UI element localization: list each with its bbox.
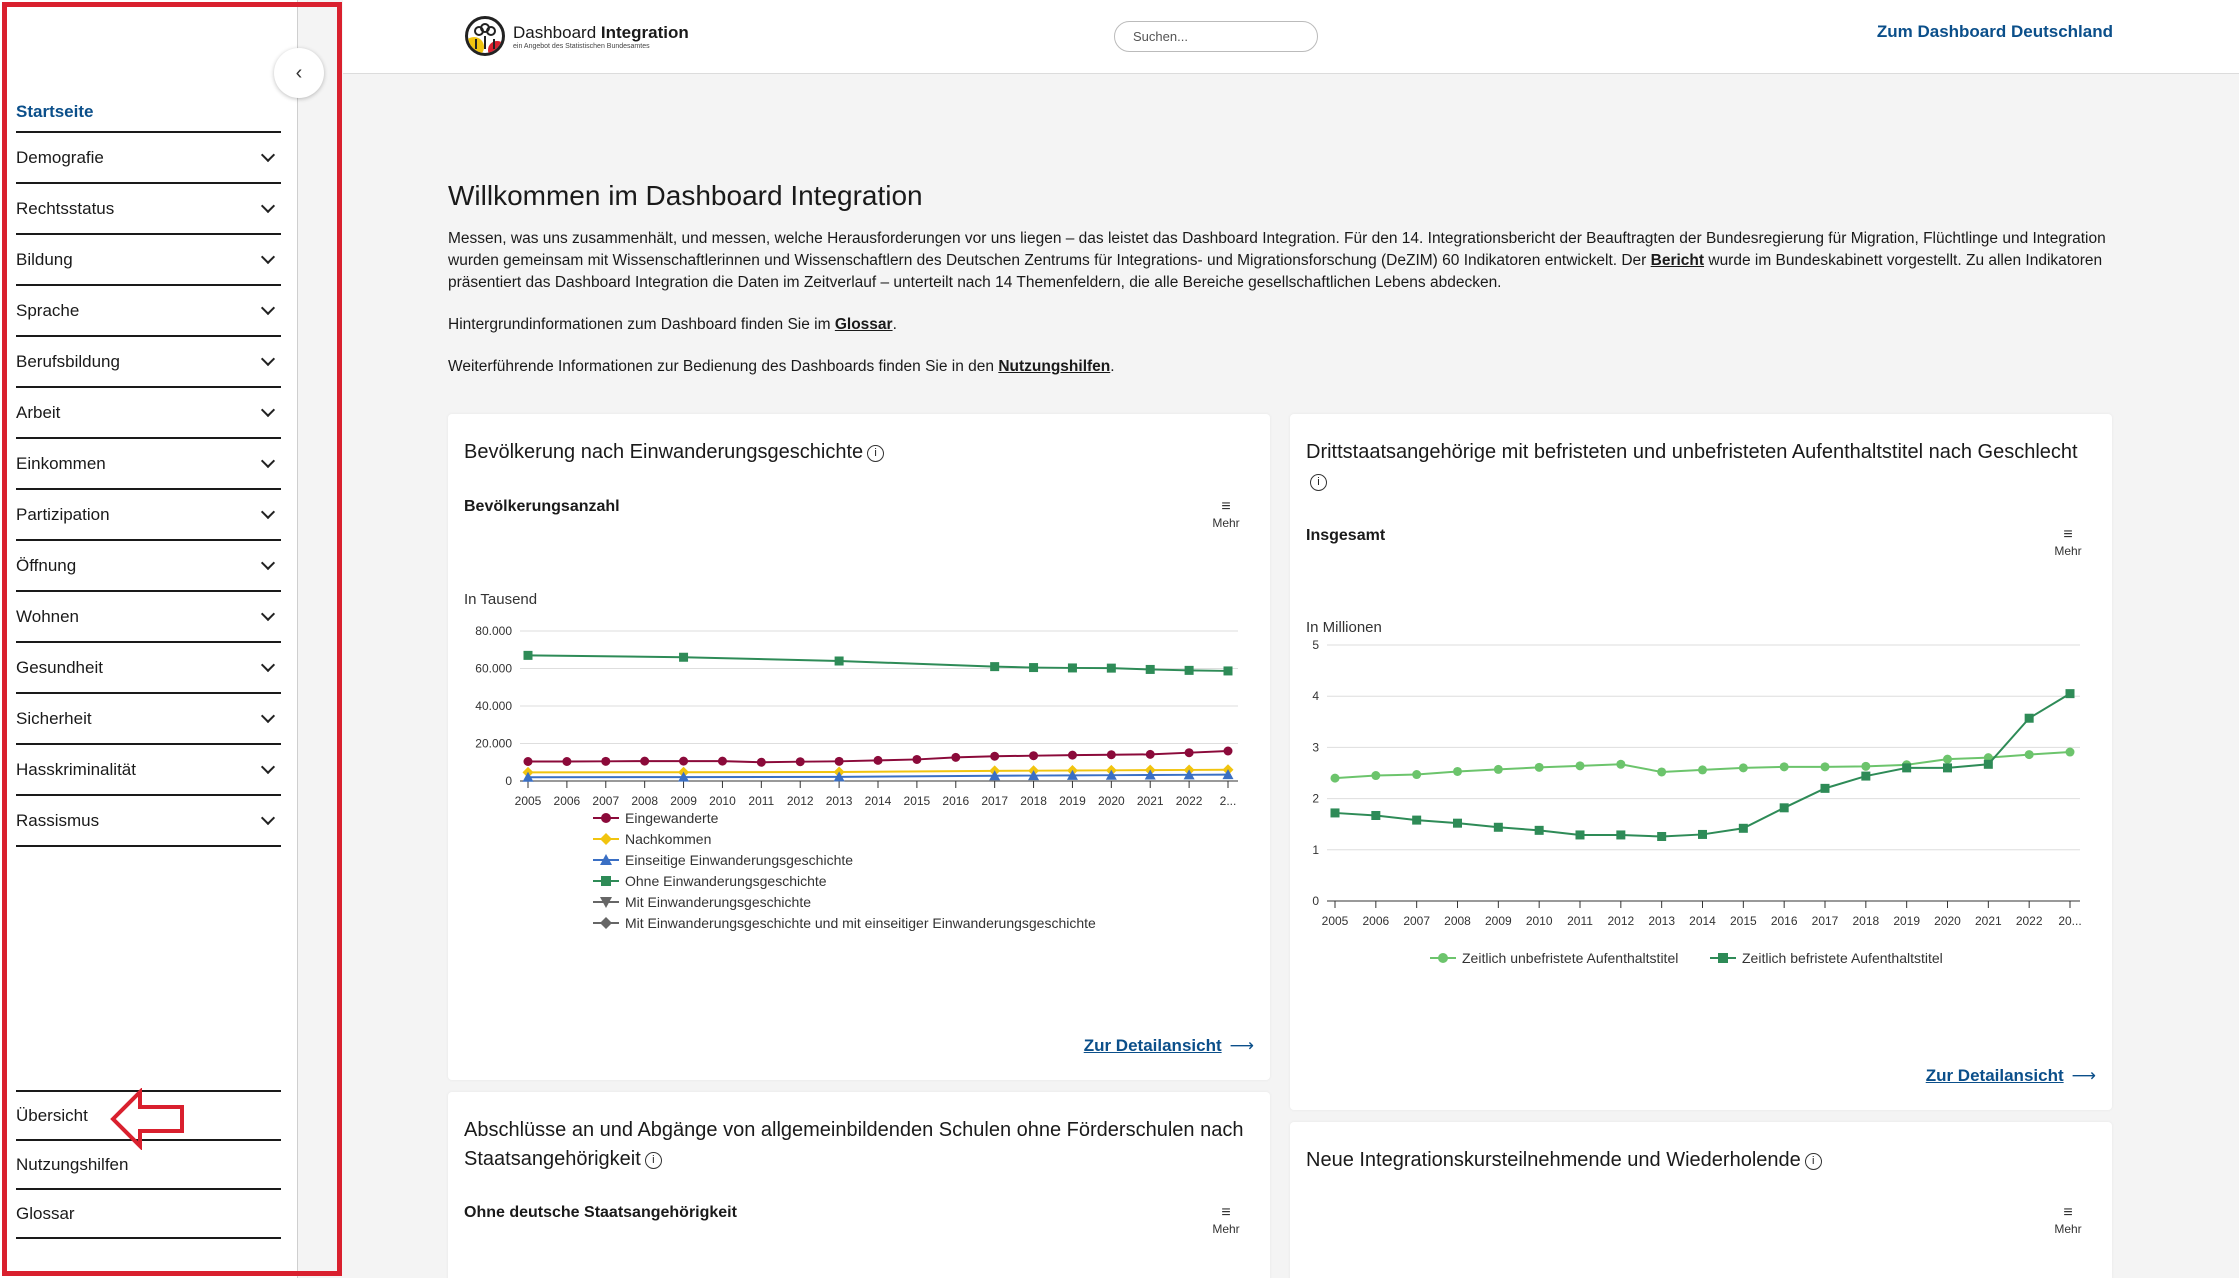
data-point <box>1576 761 1585 770</box>
sidebar-item-label: Partizipation <box>16 504 110 524</box>
data-point <box>757 758 766 767</box>
data-point <box>1698 765 1707 774</box>
logo[interactable] <box>465 16 689 56</box>
data-point <box>1224 747 1233 756</box>
sidebar-item-label: Sicherheit <box>16 708 92 728</box>
x-tick-label: 2011 <box>748 794 775 808</box>
card-title: Abschlüsse an und Abgänge von allgemeinbildenden Schulen ohne Förderschulen nach Staatsangehörigkeit i <box>464 1119 1244 1170</box>
search-input[interactable]: Suchen... <box>1114 21 1318 52</box>
info-icon[interactable]: i <box>1805 1153 1822 1170</box>
dashboard-deutschland-link[interactable]: Zum Dashboard Deutschland <box>1876 22 2113 41</box>
population-line-chart <box>448 574 1270 1114</box>
sidebar-item-11[interactable] <box>16 694 281 745</box>
data-point <box>1185 666 1194 675</box>
data-point <box>1029 663 1038 672</box>
sidebar-items <box>16 133 281 847</box>
hamburger-icon: ≡ <box>1221 1204 1231 1221</box>
x-tick-label: 2021 <box>1136 794 1164 808</box>
sidebar-item-12[interactable] <box>16 745 281 796</box>
x-tick-label: 2012 <box>1607 914 1635 928</box>
data-point <box>1412 770 1421 779</box>
data-point <box>1453 819 1462 828</box>
sidebar-item-label: Rassismus <box>16 810 100 830</box>
x-tick-label: 2014 <box>1689 914 1716 928</box>
legend-marker <box>601 876 611 886</box>
x-tick-label: 2013 <box>1648 914 1676 928</box>
x-tick-label: 2015 <box>903 794 931 808</box>
legend-label: Eingewanderte <box>625 810 719 826</box>
card-subtitle: Bevölkerungsanzahl <box>464 498 620 515</box>
sidebar-item-6[interactable] <box>16 439 281 490</box>
logo-icon <box>465 16 505 56</box>
legend-marker <box>1438 953 1448 963</box>
x-tick-label: 2009 <box>1484 914 1512 928</box>
data-point <box>1616 760 1625 769</box>
chevron-left-icon: ‹ <box>295 61 303 84</box>
data-point <box>1068 663 1077 672</box>
chevron-down-icon <box>261 709 275 723</box>
y-axis-label: In Tausend <box>464 591 538 608</box>
sidebar-nav <box>16 92 281 847</box>
data-point <box>2025 750 2034 759</box>
card-title: Bevölkerung nach Einwanderungsgeschichte i <box>464 438 884 467</box>
x-tick-label: 2007 <box>1403 914 1431 928</box>
data-point <box>1739 824 1748 833</box>
data-point <box>1494 765 1503 774</box>
info-icon[interactable]: i <box>1310 474 1327 491</box>
intro-text <box>448 228 2114 378</box>
sidebar-item-5[interactable] <box>16 388 281 439</box>
info-icon[interactable]: i <box>867 445 884 462</box>
card-subtitle: Ohne deutsche Staatsangehörigkeit <box>464 1204 737 1221</box>
x-tick-label: 2005 <box>1321 914 1349 928</box>
data-point <box>718 757 727 766</box>
data-point <box>1371 771 1380 780</box>
x-tick-label: 2010 <box>709 794 736 808</box>
data-point <box>2066 689 2075 698</box>
sidebar-item-label: Berufsbildung <box>16 351 120 371</box>
legend-marker <box>600 917 612 929</box>
nutzungshilfen-link[interactable]: Nutzungshilfen <box>998 358 1111 375</box>
glossar-link[interactable]: Glossar <box>834 316 893 333</box>
data-point <box>1412 816 1421 825</box>
bericht-link[interactable]: Bericht <box>1650 252 1705 269</box>
sidebar <box>0 0 298 1278</box>
chevron-down-icon <box>261 556 275 570</box>
x-tick-label: 2021 <box>1974 914 2002 928</box>
y-tick-label: 20.000 <box>475 736 512 751</box>
x-tick-label: 2012 <box>786 794 814 808</box>
data-point <box>1616 830 1625 839</box>
sidebar-item-label: Arbeit <box>16 402 61 422</box>
x-tick-label: 2008 <box>631 794 659 808</box>
data-point <box>874 756 883 765</box>
legend-label: Nachkommen <box>625 831 712 847</box>
y-tick-label: 4 <box>1312 689 1319 704</box>
series-line-1 <box>528 770 1228 773</box>
data-point <box>524 651 533 660</box>
x-tick-label: 2019 <box>1059 794 1086 808</box>
legend-marker <box>600 833 612 845</box>
sidebar-item-1[interactable] <box>16 184 281 235</box>
sidebar-item-8[interactable] <box>16 541 281 592</box>
y-tick-label: 0 <box>1312 894 1319 908</box>
data-point <box>1453 767 1462 776</box>
hamburger-icon: ≡ <box>1221 498 1231 515</box>
data-point <box>796 757 805 766</box>
logo-title: Dashboard Integration <box>513 22 689 42</box>
chevron-down-icon <box>261 454 275 468</box>
legend-marker <box>1718 953 1728 963</box>
x-tick-label: 2022 <box>1175 794 1203 808</box>
mehr-menu-button[interactable]: ≡ Mehr <box>2048 526 2088 558</box>
sidebar-item-2[interactable] <box>16 235 281 286</box>
x-tick-label: 2019 <box>1893 914 1921 928</box>
intro-paragraph-1: Messen, was uns zusammenhält, und messen, welche Herausforderungen vor uns liegen – das leistet das Dashboard Integration. Für den 14. Integrationsbericht der Beauftragten der Bundesregierung für Migration, Flüchtlinge und Integration wurden gemeinsam mit Wissenschaftlerinnen und Wissenschaftlern des Deutschen Zentrums für Integrations- und Migrationsforschung (DeZIM) 60 Indikatoren entwickelt. Der Bericht wurde im Bundeskabinett vorgestellt. Zu allen Indikatoren präsentiert das Dashboard Integration die Daten im Zeitverlauf – unterteilt nach 14 Themenfeldern, die alle Bereiche gesellschaftlichen Lebens abdecken. <box>448 230 2106 291</box>
x-tick-label: 2006 <box>553 794 581 808</box>
y-tick-label: 1 <box>1312 842 1319 857</box>
x-tick-label: 2020 <box>1934 914 1961 928</box>
sidebar-item-label: Rechtsstatus <box>16 198 115 218</box>
legend-label: Zeitlich befristete Aufenthaltstitel <box>1742 950 1943 966</box>
data-point <box>562 757 571 766</box>
sidebar-item-label: Öffnung <box>16 555 77 575</box>
data-point <box>990 662 999 671</box>
sidebar-item-startseite[interactable]: Startseite <box>16 92 281 133</box>
series-line-2 <box>528 775 1228 778</box>
legend-label: Einseitige Einwanderungsgeschichte <box>625 852 854 868</box>
card-schulabschluesse <box>448 1092 1270 1278</box>
mehr-menu-button[interactable]: ≡ Mehr <box>1206 498 1246 530</box>
collapse-sidebar-button[interactable] <box>274 48 324 98</box>
chevron-down-icon <box>261 199 275 213</box>
data-point <box>1331 808 1340 817</box>
chevron-down-icon <box>261 505 275 519</box>
series-line-1 <box>1335 694 2070 837</box>
data-point <box>1371 811 1380 820</box>
data-point <box>1861 762 1870 771</box>
data-point <box>1535 826 1544 835</box>
data-point <box>1739 763 1748 772</box>
y-tick-label: 3 <box>1312 740 1319 755</box>
sidebar-item-label: Sprache <box>16 300 80 320</box>
data-point <box>1029 751 1038 760</box>
y-tick-label: 2 <box>1312 791 1319 806</box>
legend-label: Zeitlich unbefristete Aufenthaltstitel <box>1462 950 1679 966</box>
detail-link[interactable]: Zur Detailansicht ⟶ <box>1925 1066 2096 1085</box>
data-point <box>1576 830 1585 839</box>
sidebar-item-label: Hasskriminalität <box>16 759 136 779</box>
x-tick-label: 20... <box>2058 914 2082 928</box>
y-tick-label: 5 <box>1312 638 1319 652</box>
data-point <box>951 753 960 762</box>
chevron-down-icon <box>261 760 275 774</box>
sidebar-item-13[interactable] <box>16 796 281 847</box>
detail-link[interactable]: Zur Detailansicht ⟶ <box>1083 1036 1254 1055</box>
main-content <box>448 180 2114 398</box>
data-point <box>1902 763 1911 772</box>
x-tick-label: 2016 <box>1770 914 1798 928</box>
sidebar-item-label: Bildung <box>16 249 73 269</box>
x-tick-label: 2007 <box>592 794 620 808</box>
x-tick-label: 2... <box>1219 794 1237 808</box>
x-tick-label: 2008 <box>1444 914 1471 928</box>
chevron-down-icon <box>261 403 275 417</box>
sidebar-item-label: Einkommen <box>16 453 106 473</box>
data-point <box>1943 763 1952 772</box>
sidebar-item-3[interactable] <box>16 286 281 337</box>
card-drittstaatsangehoerige <box>1290 414 2112 1110</box>
sidebar-item-label: Gesundheit <box>16 657 103 677</box>
x-tick-label: 2017 <box>1811 914 1839 928</box>
x-tick-label: 2009 <box>670 794 697 808</box>
data-point <box>1331 774 1340 783</box>
data-point <box>1535 763 1544 772</box>
data-point <box>1146 665 1155 674</box>
data-point <box>1984 760 1993 769</box>
logo-subtitle: ein Angebot des Statistischen Bundesamtes <box>513 42 650 50</box>
card-integrationskurse <box>1290 1122 2112 1278</box>
chevron-down-icon <box>261 811 275 825</box>
top-header <box>343 0 2239 74</box>
data-point <box>835 757 844 766</box>
chevron-down-icon <box>261 301 275 315</box>
x-tick-label: 2014 <box>864 794 892 808</box>
intro-paragraph-2: Hintergrundinformationen zum Dashboard finden Sie im Glossar. <box>448 316 897 333</box>
data-point <box>1185 748 1194 757</box>
aufenthaltstitel-line-chart <box>1290 604 2112 1004</box>
hamburger-icon: ≡ <box>2063 1204 2073 1221</box>
x-tick-label: 2010 <box>1525 914 1553 928</box>
chevron-down-icon <box>261 250 275 264</box>
data-point <box>1821 762 1830 771</box>
y-tick-label: 0 <box>505 774 512 788</box>
chevron-down-icon <box>261 658 275 672</box>
y-axis-label: In Millionen <box>1306 619 1382 636</box>
x-tick-label: 2006 <box>1362 914 1390 928</box>
chevron-down-icon <box>261 607 275 621</box>
data-point <box>912 755 921 764</box>
y-tick-label: 60.000 <box>475 661 512 676</box>
x-tick-label: 2005 <box>514 794 542 808</box>
sidebar-item-9[interactable] <box>16 592 281 643</box>
data-point <box>1494 823 1503 832</box>
data-point <box>601 757 610 766</box>
x-tick-label: 2022 <box>2015 914 2043 928</box>
x-tick-label: 2018 <box>1020 794 1047 808</box>
card-bevoelkerung <box>448 414 1270 1080</box>
data-point <box>1657 767 1666 776</box>
chevron-down-icon <box>261 352 275 366</box>
data-point <box>1780 762 1789 771</box>
data-point <box>1861 772 1870 781</box>
legend-label: Mit Einwanderungsgeschichte und mit einseitiger Einwanderungsgeschichte <box>625 915 1096 931</box>
data-point <box>1943 755 1952 764</box>
card-title: Drittstaatsangehörige mit befristeten und unbefristeten Aufenthaltstitel nach Geschlechti <box>1306 438 2086 496</box>
data-point <box>1657 832 1666 841</box>
data-point <box>1107 664 1116 673</box>
data-point <box>2066 748 2075 757</box>
x-tick-label: 2015 <box>1729 914 1757 928</box>
data-point <box>1780 803 1789 812</box>
legend-marker <box>601 813 611 823</box>
data-point <box>1107 750 1116 759</box>
data-point <box>2025 714 2034 723</box>
data-point <box>990 752 999 761</box>
sidebar-bottom-link-2[interactable]: Glossar <box>16 1190 281 1239</box>
data-point <box>679 653 688 662</box>
mehr-menu-button[interactable]: ≡ Mehr <box>1206 1204 1246 1236</box>
sidebar-item-4[interactable] <box>16 337 281 388</box>
arrow-right-icon: ⟶ <box>2071 1066 2096 1085</box>
data-point <box>1224 666 1233 675</box>
data-point <box>524 757 533 766</box>
sidebar-item-10[interactable] <box>16 643 281 694</box>
annotation-arrow-icon <box>110 1088 186 1150</box>
hamburger-icon: ≡ <box>2063 526 2073 543</box>
x-tick-label: 2017 <box>981 794 1009 808</box>
data-point <box>1146 750 1155 759</box>
mehr-menu-button[interactable]: ≡ Mehr <box>2048 1204 2088 1236</box>
card-title: Neue Integrationskursteilnehmende und Wiederholende i <box>1306 1146 1822 1175</box>
data-point <box>640 757 649 766</box>
arrow-right-icon: ⟶ <box>1229 1036 1254 1055</box>
data-point <box>1698 830 1707 839</box>
y-tick-label: 80.000 <box>475 624 512 638</box>
x-tick-label: 2018 <box>1852 914 1880 928</box>
y-tick-label: 40.000 <box>475 699 512 713</box>
x-tick-label: 2016 <box>942 794 970 808</box>
page-title: Willkommen im Dashboard Integration <box>448 180 923 211</box>
info-icon[interactable]: i <box>645 1152 662 1169</box>
card-subtitle: Insgesamt <box>1306 527 1386 544</box>
data-point <box>835 657 844 666</box>
sidebar-bottom-link-1[interactable]: Nutzungshilfen <box>16 1141 281 1190</box>
legend-label: Ohne Einwanderungsgeschichte <box>625 873 827 889</box>
sidebar-item-label: Demografie <box>16 147 104 167</box>
sidebar-item-7[interactable] <box>16 490 281 541</box>
sidebar-bottom-link-0[interactable]: Übersicht <box>16 1092 281 1141</box>
x-tick-label: 2020 <box>1097 794 1125 808</box>
intro-paragraph-3: Weiterführende Informationen zur Bedienung des Dashboards finden Sie in den Nutzungshilfen. <box>448 358 1115 375</box>
sidebar-item-0[interactable] <box>16 133 281 184</box>
sidebar-item-label: Wohnen <box>16 606 80 626</box>
x-tick-label: 2011 <box>1567 914 1593 928</box>
data-point <box>1821 784 1830 793</box>
data-point <box>679 757 688 766</box>
x-tick-label: 2013 <box>825 794 853 808</box>
chevron-down-icon <box>261 148 275 162</box>
legend-label: Mit Einwanderungsgeschichte <box>625 894 811 910</box>
data-point <box>1068 751 1077 760</box>
